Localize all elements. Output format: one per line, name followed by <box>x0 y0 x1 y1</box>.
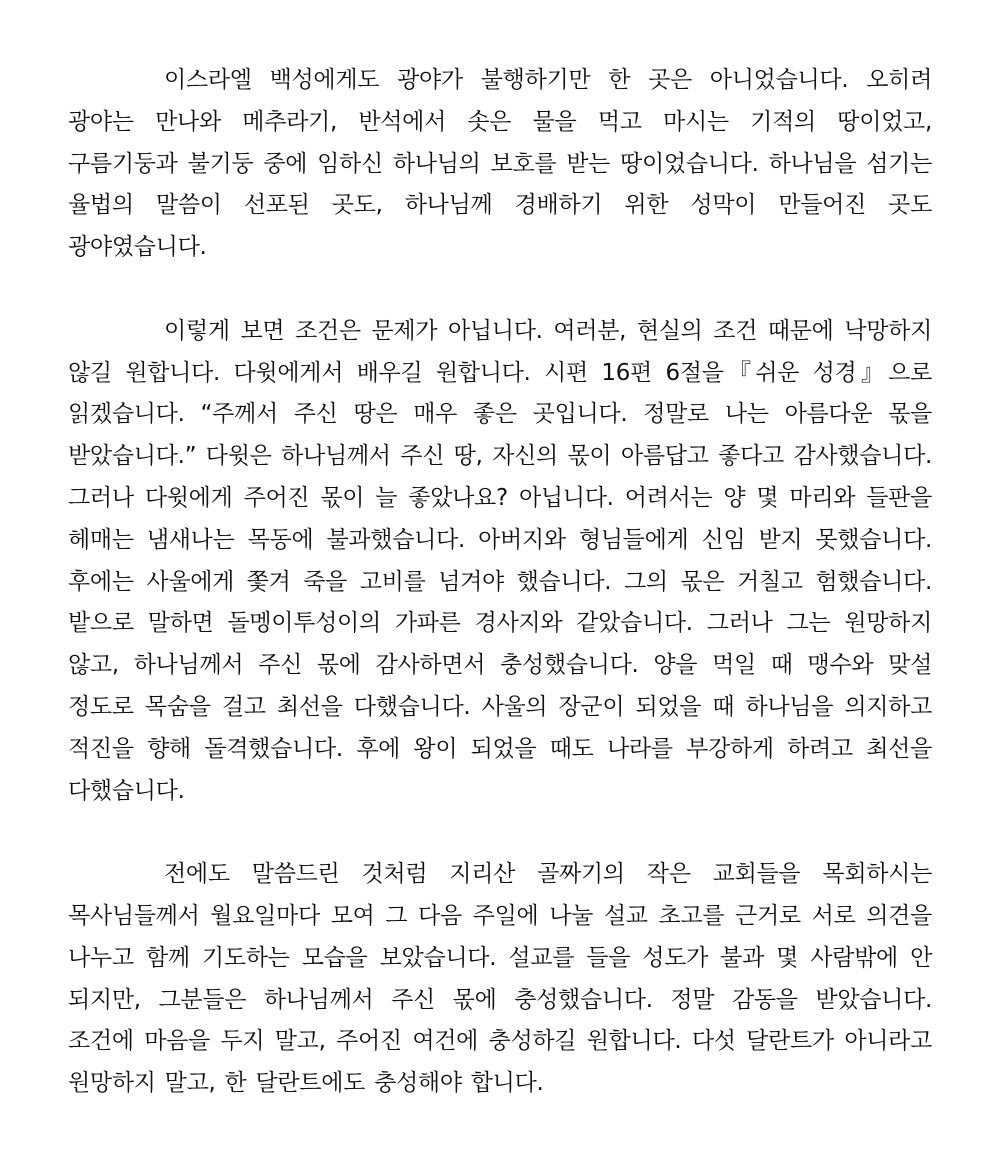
paragraph-david: 이렇게 보면 조건은 문제가 아닙니다. 여러분, 현실의 조건 때문에 낙망하지 않길 원합니다. 다윗에게서 배우길 원합니다. 시편 16편 6절을『쉬운 성경』으로 읽겠습니다. “주께서 주신 땅은 매우 좋은 곳입니다. 정말로 나는 아름다운 몫을 받았습니다.” 다윗은 하나님께서 주신 땅, 자신의 몫이 아름답고 좋다고 감사했습니다. 그러나 다윗에게 주어진 몫이 늘 좋았나요? 아닙니다. 어려서는 양 몇 마리와 들판을 헤매는 냄새나는 목동에 불과했습니다. 아버지와 형님들에게 신임 받지 못했습니다. 후에는 사울에게 쫓겨 죽을 고비를 넘겨야 했습니다. 그의 몫은 거칠고 험했습니다. 밭으로 말하면 돌멩이투성이의 가파른 경사지와 같았습니다. 그러나 그는 원망하지 않고, 하나님께서 주신 몫에 감사하면서 충성했습니다. 양을 먹일 때 맹수와 맞설 정도로 목숨을 걸고 최선을 다했습니다. 사울의 장군이 되었을 때 하나님을 의지하고 적진을 향해 돌격했습니다. 후에 왕이 되었을 때도 나라를 부강하게 하려고 최선을 다했습니다. <box>68 317 932 804</box>
document-page <box>68 60 932 1105</box>
paragraph-jirisan-churches: 전에도 말씀드린 것처럼 지리산 골짜기의 작은 교회들을 목회하시는 목사님들께서 월요일마다 모여 그 다음 주일에 나눌 설교 초고를 근거로 서로 의견을 나누고 함께 기도하는 모습을 보았습니다. 설교를 들을 성도가 불과 몇 사람밖에 안 되지만, 그분들은 하나님께서 주신 몫에 충성했습니다. 정말 감동을 받았습니다. 조건에 마음을 두지 말고, 주어진 여건에 충성하길 원합니다. 다섯 달란트가 아니라고 원망하지 말고, 한 달란트에도 충성해야 합니다. <box>68 861 932 1097</box>
paragraph-wilderness: 이스라엘 백성에게도 광야가 불행하기만 한 곳은 아니었습니다. 오히려 광야는 만나와 메추라기, 반석에서 솟은 물을 먹고 마시는 기적의 땅이었고, 구름기둥과 불기둥 중에 임하신 하나님의 보호를 받는 땅이었습니다. 하나님을 섬기는 율법의 말씀이 선포된 곳도, 하나님께 경배하기 위한 성막이 만들어진 곳도 광야였습니다. <box>68 67 932 261</box>
